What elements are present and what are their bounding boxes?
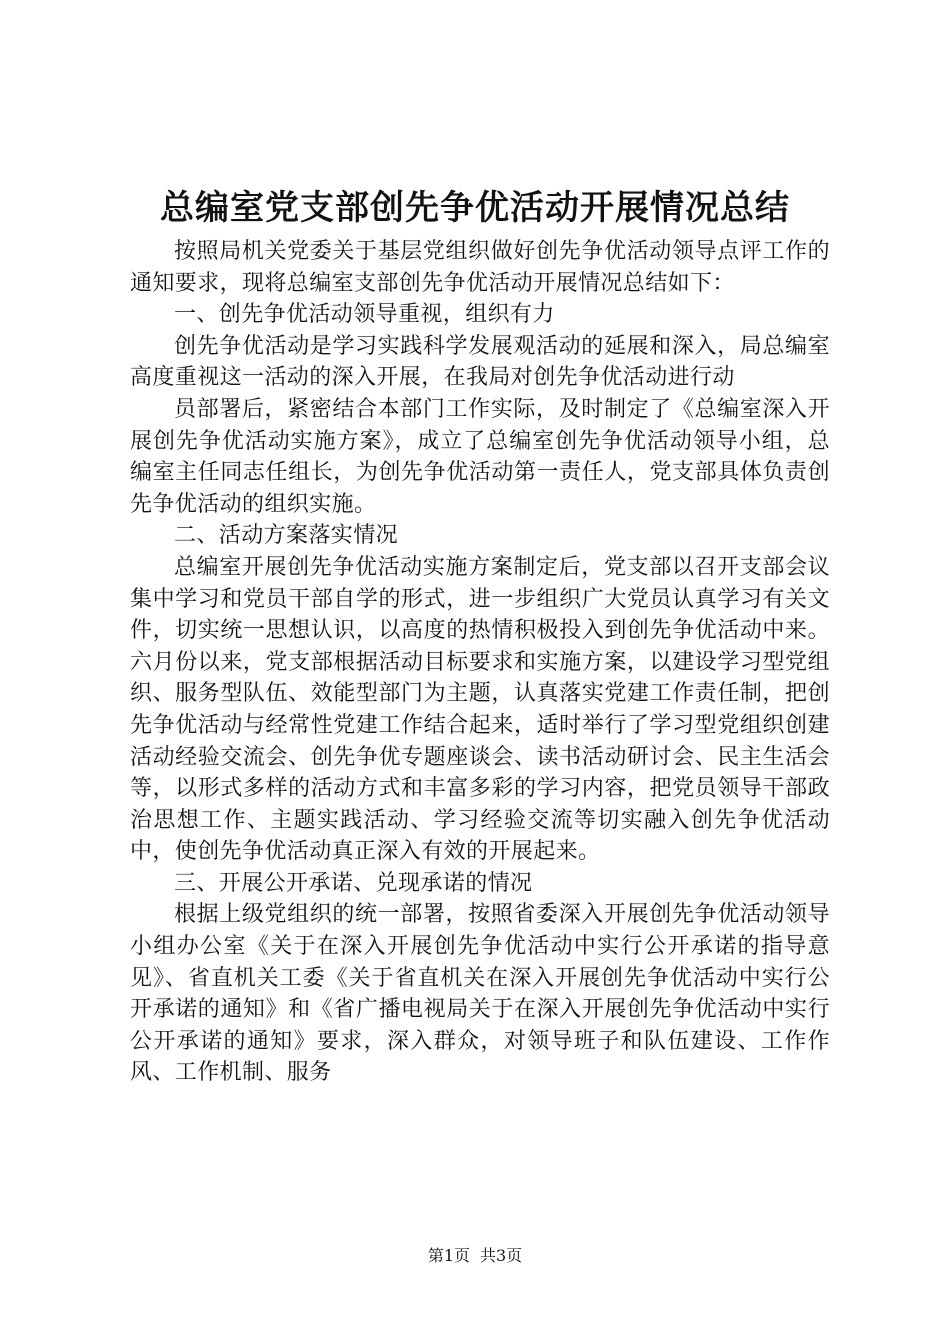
section-heading-2: 二、活动方案落实情况 — [174, 523, 399, 549]
paragraph-section-1-a: 创先争优活动是学习实践科学发展观活动的延展和深入，局总编室高度重视这一活动的深入开展，在我局对创先争优活动进行动 — [130, 333, 830, 391]
paragraph-section-1-b: 员部署后，紧密结合本部门工作实际，及时制定了《总编室深入开展创先争优活动实施方案》，成立了总编室创先争优活动领导小组，总编室主任同志任组长，为创先争优活动第一责任人，党支部具体负责创先争优活动的组织实施。 — [130, 396, 830, 517]
page-footer — [0, 1244, 950, 1268]
paragraph-section-2: 总编室开展创先争优活动实施方案制定后，党支部以召开支部会议集中学习和党员干部自学的形式，进一步组织广大党员认真学习有关文件，切实统一思想认识，以高度的热情积极投入到创先争优活动中来。六月份以来，党支部根据活动目标要求和实施方案，以建设学习型党组织、服务型队伍、效能型部门为主题，认真落实党建工作责任制，把创先争优活动与经常性党建工作结合起来，适时举行了学习型党组织创建活动经验交流会、创先争优专题座谈会、读书活动研讨会、民主生活会等，以形式多样的活动方式和丰富多彩的学习内容，把党员领导干部政治思想工作、主题实践活动、学习经验交流等切实融入创先争优活动中，使创先争优活动真正深入有效的开展起来。 — [130, 554, 830, 865]
paragraph-section-3: 根据上级党组织的统一部署，按照省委深入开展创先争优活动领导小组办公室《关于在深入开展创先争优活动中实行公开承诺的指导意见》、省直机关工委《关于省直机关在深入开展创先争优活动中实行公开承诺的通知》和《省广播电视局关于在深入开展创先争优活动中实行公开承诺的通知》要求，深入群众，对领导班子和队伍建设、工作作风、工作机制、服务 — [130, 902, 830, 1086]
paragraph-intro: 按照局机关党委关于基层党组织做好创先争优活动领导点评工作的通知要求，现将总编室支部创先争优活动开展情况总结如下： — [130, 239, 830, 296]
document-title: 总编室党支部创先争优活动开展情况总结 — [160, 188, 790, 228]
section-heading-1: 一、创先争优活动领导重视，组织有力 — [174, 302, 555, 328]
page-total: 共3页 — [480, 1246, 523, 1265]
page-number: 第1页 — [427, 1246, 470, 1265]
section-heading-3: 三、开展公开承诺、兑现承诺的情况 — [174, 870, 533, 896]
document-body — [130, 236, 830, 1089]
